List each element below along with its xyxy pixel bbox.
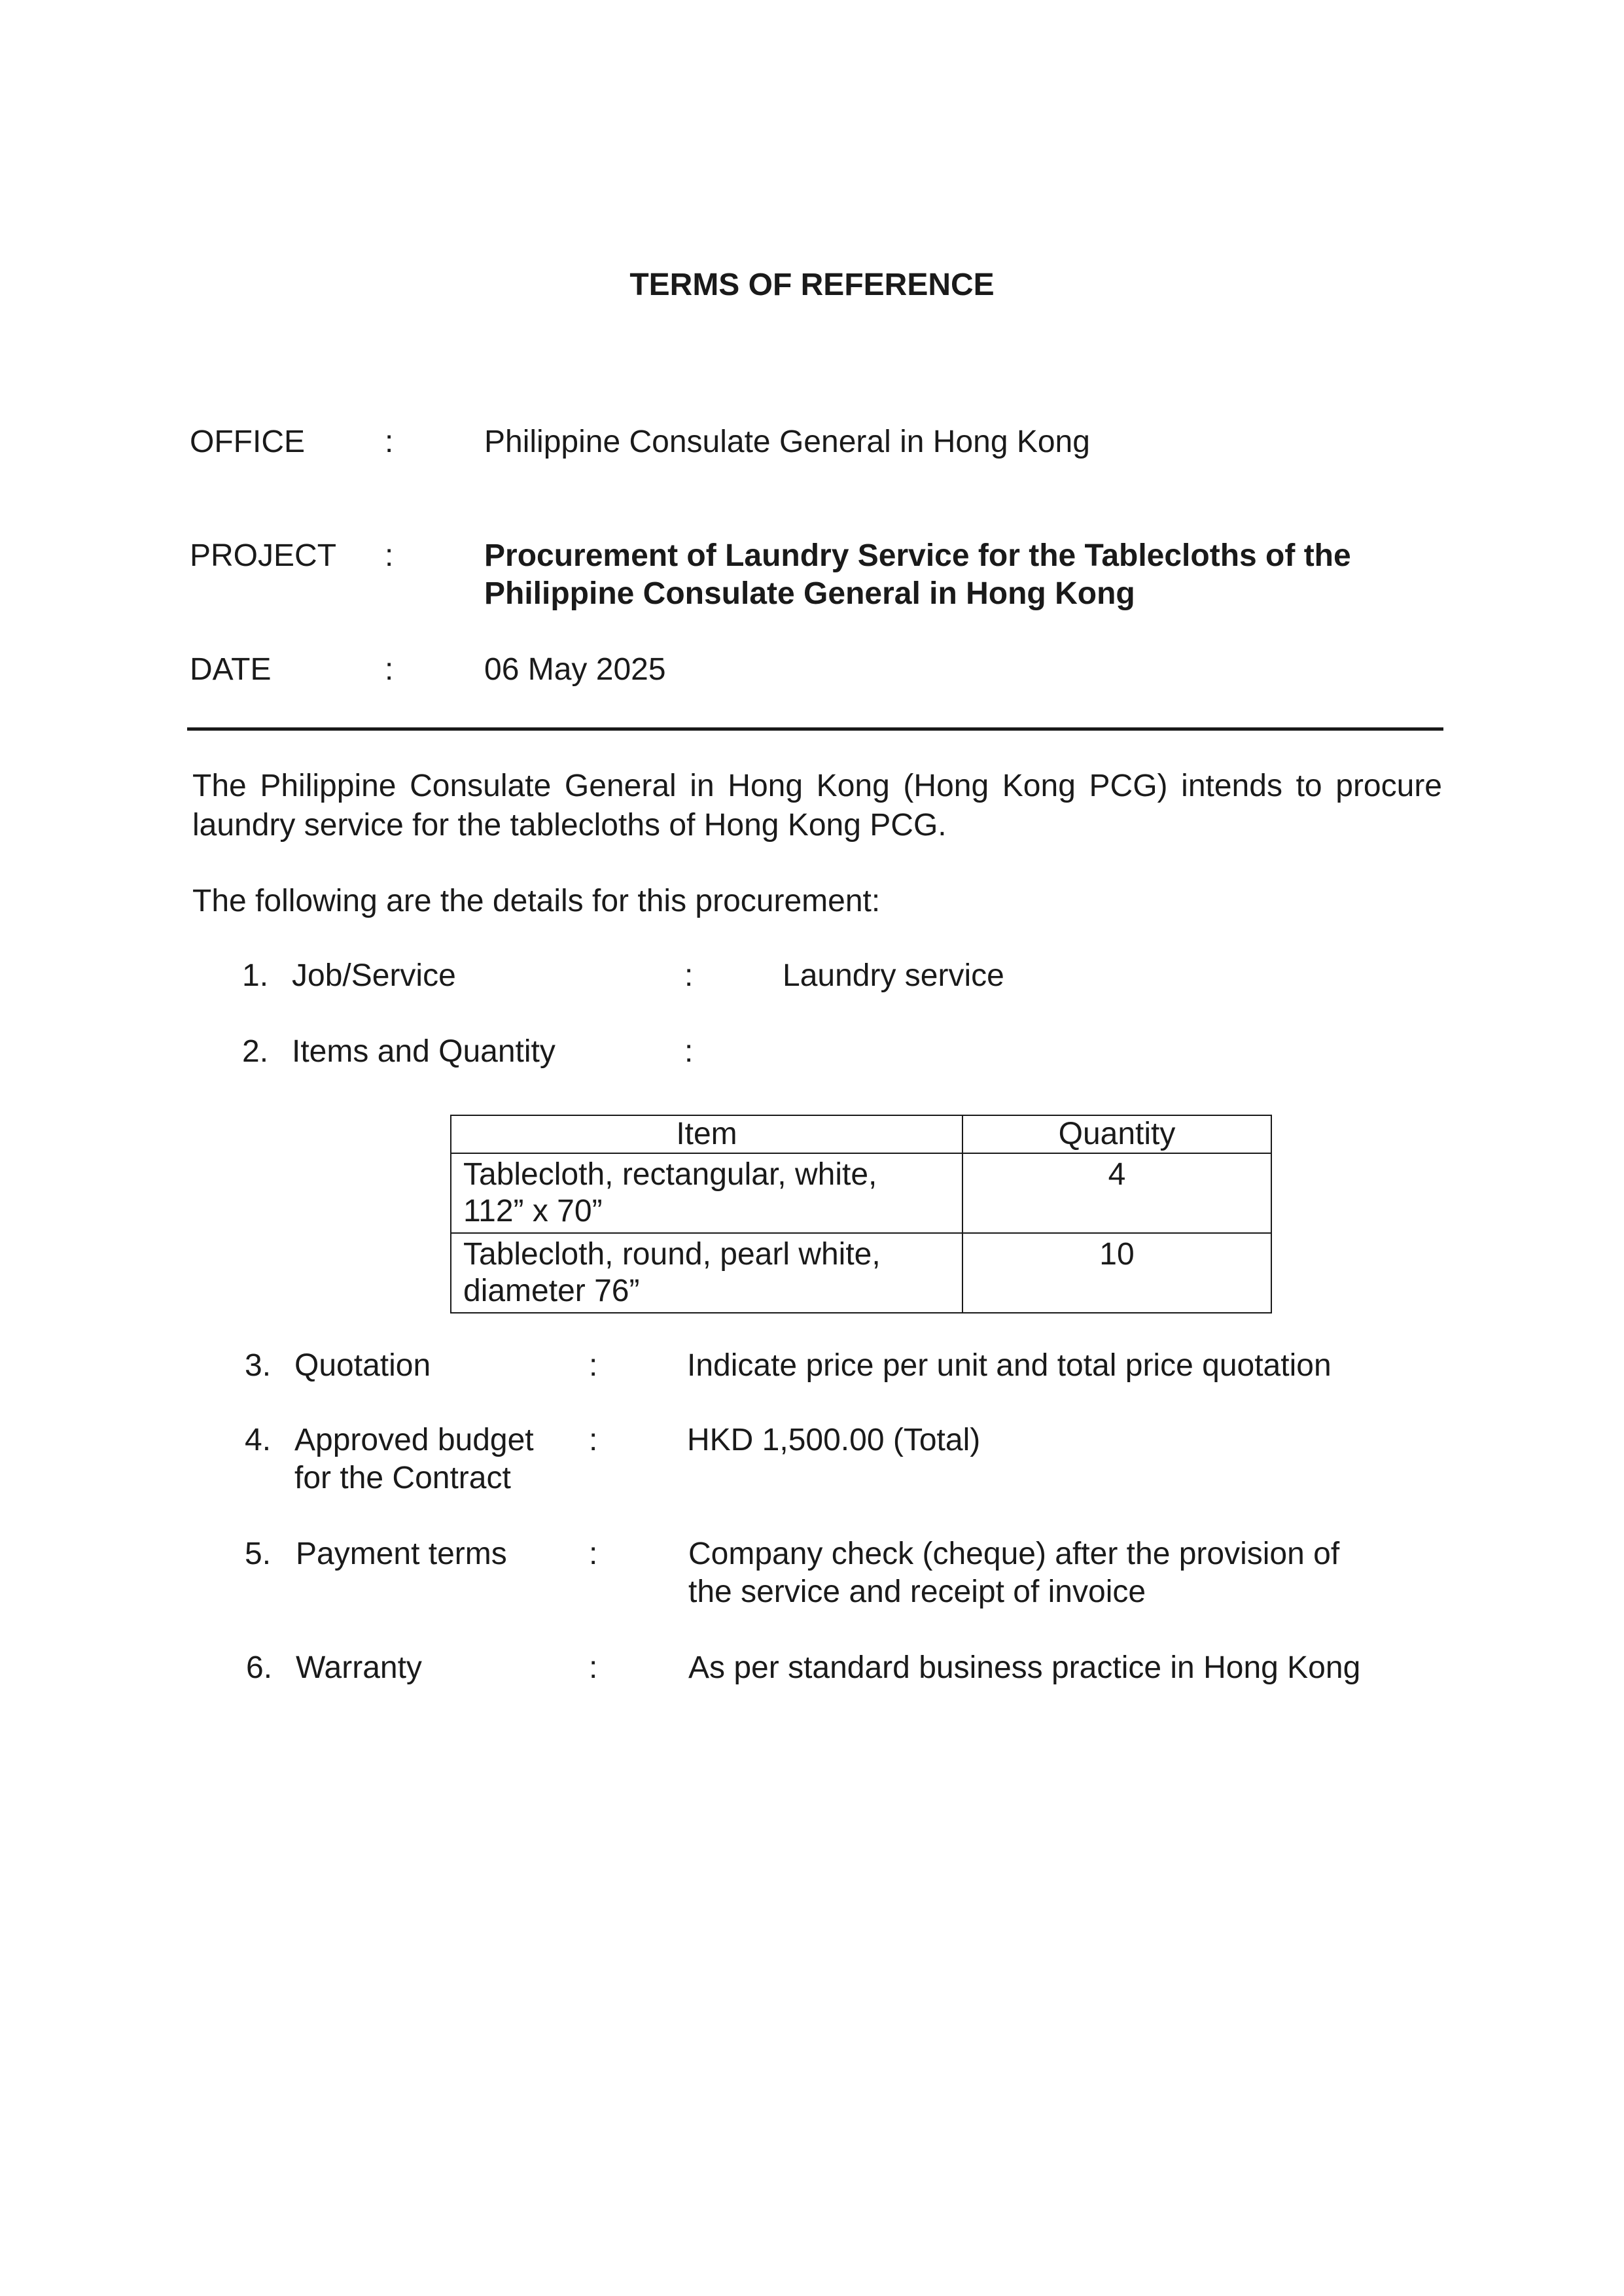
detail-colon-5: : <box>589 1537 598 1571</box>
quantity-cell: 10 <box>962 1233 1271 1313</box>
detail-number-5: 5. <box>245 1537 272 1571</box>
detail-colon-3: : <box>589 1348 598 1383</box>
items-table-header-row <box>451 1115 1271 1153</box>
project-title-line1: Procurement of Laundry Service for the Tablecloths of the <box>484 538 1351 573</box>
office-label: OFFICE <box>190 425 305 459</box>
office-value: Philippine Consulate General in Hong Kong <box>484 425 1090 459</box>
item-cell <box>451 1153 962 1233</box>
items-table <box>450 1115 1272 1313</box>
detail-value-payment-terms-line2: the service and receipt of invoice <box>688 1574 1146 1609</box>
project-title-line2: Philippine Consulate General in Hong Kong <box>484 576 1135 611</box>
table-row <box>451 1153 1271 1233</box>
detail-number-3: 3. <box>245 1348 272 1383</box>
detail-number-6: 6. <box>246 1650 273 1685</box>
detail-colon-1: : <box>684 958 694 993</box>
table-row <box>451 1233 1271 1313</box>
quantity-cell: 4 <box>962 1153 1271 1233</box>
header-divider <box>187 727 1443 731</box>
detail-colon-2: : <box>684 1034 694 1069</box>
detail-label-quotation: Quotation <box>294 1348 431 1383</box>
detail-label-approved-budget-line2: for the Contract <box>294 1461 511 1495</box>
detail-label-warranty: Warranty <box>296 1650 422 1685</box>
office-colon: : <box>385 425 394 459</box>
detail-colon-6: : <box>589 1650 598 1685</box>
detail-label-approved-budget-line1: Approved budget <box>294 1423 534 1457</box>
detail-label-job-service: Job/Service <box>292 958 456 993</box>
detail-number-2: 2. <box>242 1034 269 1069</box>
item-description-line1: Tablecloth, round, pearl white, <box>463 1237 881 1272</box>
detail-value-approved-budget: HKD 1,500.00 (Total) <box>687 1423 981 1457</box>
items-table-header-item: Item <box>451 1115 962 1153</box>
detail-label-payment-terms: Payment terms <box>296 1537 507 1571</box>
intro-paragraph: The Philippine Consulate General in Hong Kong (Hong Kong PCG) intends to procure laundry service for the tablecloths of Hong Kong PCG. <box>192 769 1442 843</box>
detail-number-1: 1. <box>242 958 269 993</box>
item-description-line2: 112” x 70” <box>463 1194 603 1228</box>
detail-number-4: 4. <box>245 1423 272 1457</box>
project-label: PROJECT <box>190 538 337 573</box>
detail-colon-4: : <box>589 1423 598 1457</box>
items-table-header-quantity: Quantity <box>962 1115 1271 1153</box>
date-colon: : <box>385 652 394 687</box>
item-description-line1: Tablecloth, rectangular, white, <box>463 1157 877 1192</box>
detail-label-items-quantity: Items and Quantity <box>292 1034 556 1069</box>
project-colon: : <box>385 538 394 573</box>
date-label: DATE <box>190 652 272 687</box>
item-cell <box>451 1233 962 1313</box>
date-value: 06 May 2025 <box>484 652 666 687</box>
detail-value-job-service: Laundry service <box>783 958 1004 993</box>
detail-value-quotation: Indicate price per unit and total price quotation <box>687 1348 1332 1383</box>
document-title: TERMS OF REFERENCE <box>629 268 995 302</box>
details-intro: The following are the details for this procurement: <box>192 884 881 918</box>
detail-value-payment-terms-line1: Company check (cheque) after the provision of <box>688 1537 1340 1571</box>
detail-value-warranty: As per standard business practice in Hong Kong <box>688 1650 1361 1685</box>
item-description-line2: diameter 76” <box>463 1274 640 1308</box>
